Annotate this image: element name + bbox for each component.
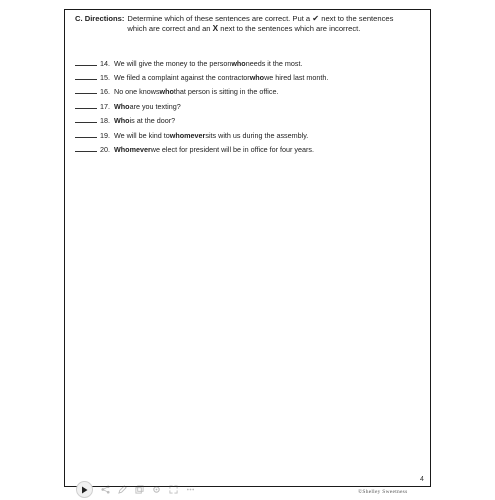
list-item [75,56,415,70]
item-number: 19. [100,130,110,140]
sentence-keyword: who [231,58,246,68]
directions-block [75,14,405,34]
list-item [75,99,415,113]
sentence-text-after: is at the door? [129,116,176,126]
item-number: 14. [100,58,110,68]
item-number: 18. [100,116,110,126]
answer-blank[interactable] [75,87,97,94]
answer-blank[interactable] [75,73,97,80]
list-item [75,70,415,84]
answer-blank[interactable] [75,102,97,109]
play-icon [81,486,88,494]
sentence-text-before: We will give the money to the person [114,58,232,68]
item-number: 15. [100,73,110,83]
sentence-keyword: Who [114,101,130,111]
list-item [75,114,415,128]
sentence-text-before: No one knows [114,87,160,97]
edit-icon[interactable] [118,485,127,494]
sentence-text-after: we hired last month. [264,73,329,83]
play-button[interactable] [76,481,93,498]
list-item [75,128,415,142]
sentence-text-before: We filed a complaint against the contractor [114,73,250,83]
item-number: 20. [100,145,110,155]
check-mark-icon: ✔ [312,14,320,23]
copy-icon[interactable] [135,485,144,494]
sentence-text-before: We will be kind to [114,130,170,140]
answer-blank[interactable] [75,116,97,123]
item-number: 17. [100,101,110,111]
answer-blank[interactable] [75,145,97,152]
sentence-keyword: who [249,73,265,83]
directions-text-part3: next to the sentences which are incorrect. [218,24,361,34]
fullscreen-icon[interactable] [169,485,178,494]
directions-text [127,14,405,34]
menu-icon[interactable] [186,485,195,494]
directions [75,14,405,34]
sentence-text-after: sits with us during the assembly. [205,130,309,140]
settings-icon[interactable] [152,485,161,494]
list-item [75,142,415,156]
page-number: 4 [420,476,424,483]
answer-blank[interactable] [75,131,97,138]
sentence-keyword: Whomever [114,145,151,155]
sentence-list [75,56,415,157]
directions-label: C. Directions: [75,14,125,23]
sentence-text-after: needs it the most. [245,58,303,68]
sentence-keyword: who [159,87,174,97]
answer-blank[interactable] [75,59,97,66]
sentence-text-after: that person is sitting in the office. [173,87,279,97]
player-controls [76,481,195,498]
sentence-keyword: Who [114,116,130,126]
directions-text-part2: next to the sentences which are correct and an [127,14,394,34]
share-icon[interactable] [101,485,110,494]
item-number: 16. [100,87,110,97]
x-mark: X [212,24,219,34]
sentence-text-after: are you texting? [129,101,181,111]
sentence-keyword: whomever [169,130,206,140]
copyright-text: ©Shelley Sweetness [358,489,408,495]
sentence-text-after: we elect for president will be in office for four years. [150,145,315,155]
list-item [75,85,415,99]
directions-text-part1: Determine which of these sentences are correct. Put a [127,14,313,23]
